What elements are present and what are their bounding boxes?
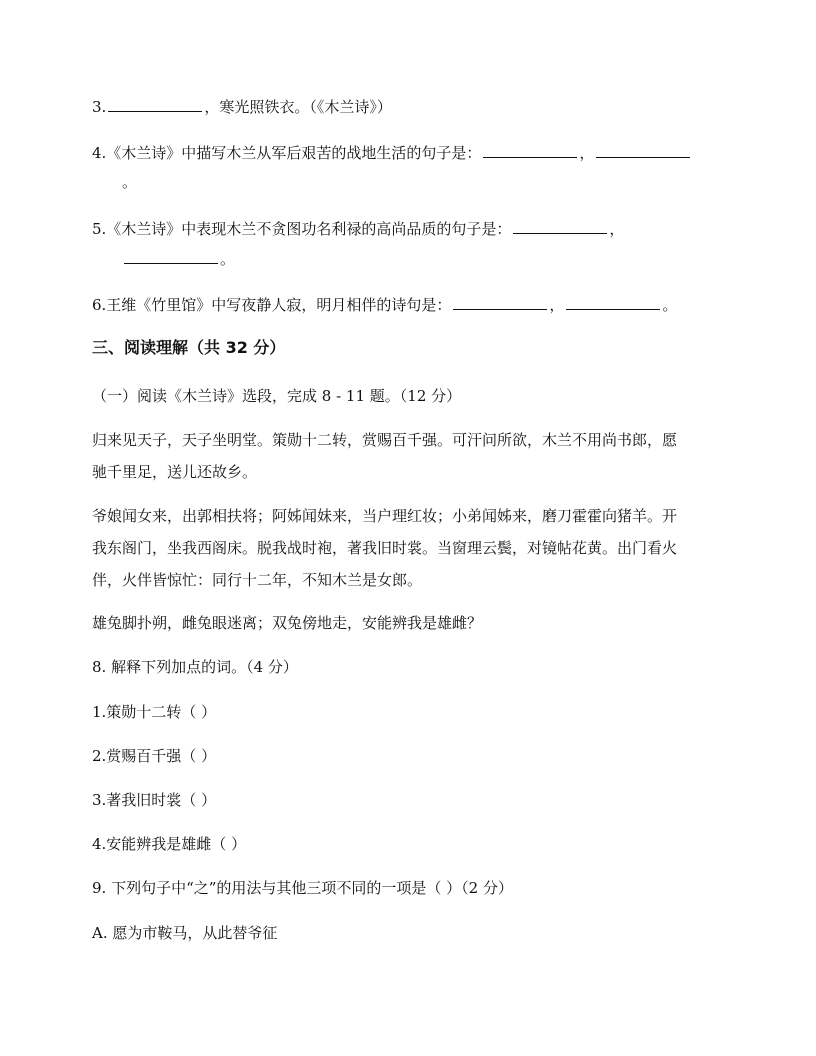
question-4-end bbox=[122, 172, 762, 192]
answer-blank[interactable] bbox=[453, 293, 547, 310]
period: 。 bbox=[122, 173, 138, 191]
answer-blank[interactable] bbox=[483, 141, 577, 158]
answer-blank[interactable] bbox=[108, 95, 202, 112]
question-4 bbox=[92, 141, 732, 163]
question-3 bbox=[92, 95, 732, 117]
passage-line: 归来见天子，天子坐明堂。策勋十二转，赏赐百千强。可汗问所欲，木兰不用尚书郎，愿 bbox=[92, 431, 678, 449]
separator: ， bbox=[609, 220, 625, 238]
question-8-item: 1.策勋十二转（ ） bbox=[92, 703, 217, 721]
question-6-text: 6.王维《竹里馆》中写夜静人寂，明月相伴的诗句是： bbox=[92, 296, 452, 314]
question-4-text: 4.《木兰诗》中描写木兰从军后艰苦的战地生活的句子是： bbox=[92, 144, 482, 162]
passage-line: 我东阁门，坐我西阁床。脱我战时袍，著我旧时裳。当窗理云鬓，对镜帖花黄。出门看火 bbox=[92, 539, 678, 557]
section-heading: 三、阅读理解（共 32 分） bbox=[92, 338, 286, 357]
question-3-number: 3. bbox=[92, 98, 107, 116]
question-8-stem: 8. 解释下列加点的词。（4 分） bbox=[92, 658, 298, 676]
question-8-item: 4.安能辨我是雄雌（ ） bbox=[92, 835, 247, 853]
reading-intro: （一）阅读《木兰诗》选段，完成 8 - 11 题。（12 分） bbox=[92, 387, 462, 405]
answer-blank[interactable] bbox=[513, 217, 607, 234]
question-3-text: ，寒光照铁衣。（《木兰诗》） bbox=[204, 98, 392, 116]
period: 。 bbox=[662, 296, 678, 314]
separator: ， bbox=[549, 296, 565, 314]
answer-blank[interactable] bbox=[596, 141, 690, 158]
passage-line: 爷娘闻女来，出郭相扶将；阿姊闻妹来，当户理红妆；小弟闻姊来，磨刀霍霍向猪羊。开 bbox=[92, 507, 678, 525]
separator: ， bbox=[579, 144, 595, 162]
period: 。 bbox=[220, 250, 236, 268]
question-5 bbox=[92, 217, 732, 239]
question-6 bbox=[92, 293, 732, 315]
question-8-item: 2.赏赐百千强（ ） bbox=[92, 747, 217, 765]
question-5-text: 5.《木兰诗》中表现木兰不贪图功名利禄的高尚品质的句子是： bbox=[92, 220, 512, 238]
passage-line: 雄兔脚扑朔，雌兔眼迷离；双兔傍地走，安能辨我是雄雌？ bbox=[92, 614, 483, 632]
answer-blank[interactable] bbox=[566, 293, 660, 310]
question-9-option-a[interactable]: A. 愿为市鞍马，从此替爷征 bbox=[92, 924, 278, 942]
passage-line: 驰千里足，送儿还故乡。 bbox=[92, 463, 258, 481]
question-8-item: 3.著我旧时裳（ ） bbox=[92, 791, 217, 809]
question-5-continued bbox=[122, 247, 762, 269]
question-9-stem: 9. 下列句子中“之”的用法与其他三项不同的一项是（ ）（2 分） bbox=[92, 879, 513, 897]
passage-line: 伴，火伴皆惊忙：同行十二年，不知木兰是女郎。 bbox=[92, 571, 423, 589]
answer-blank[interactable] bbox=[124, 247, 218, 264]
